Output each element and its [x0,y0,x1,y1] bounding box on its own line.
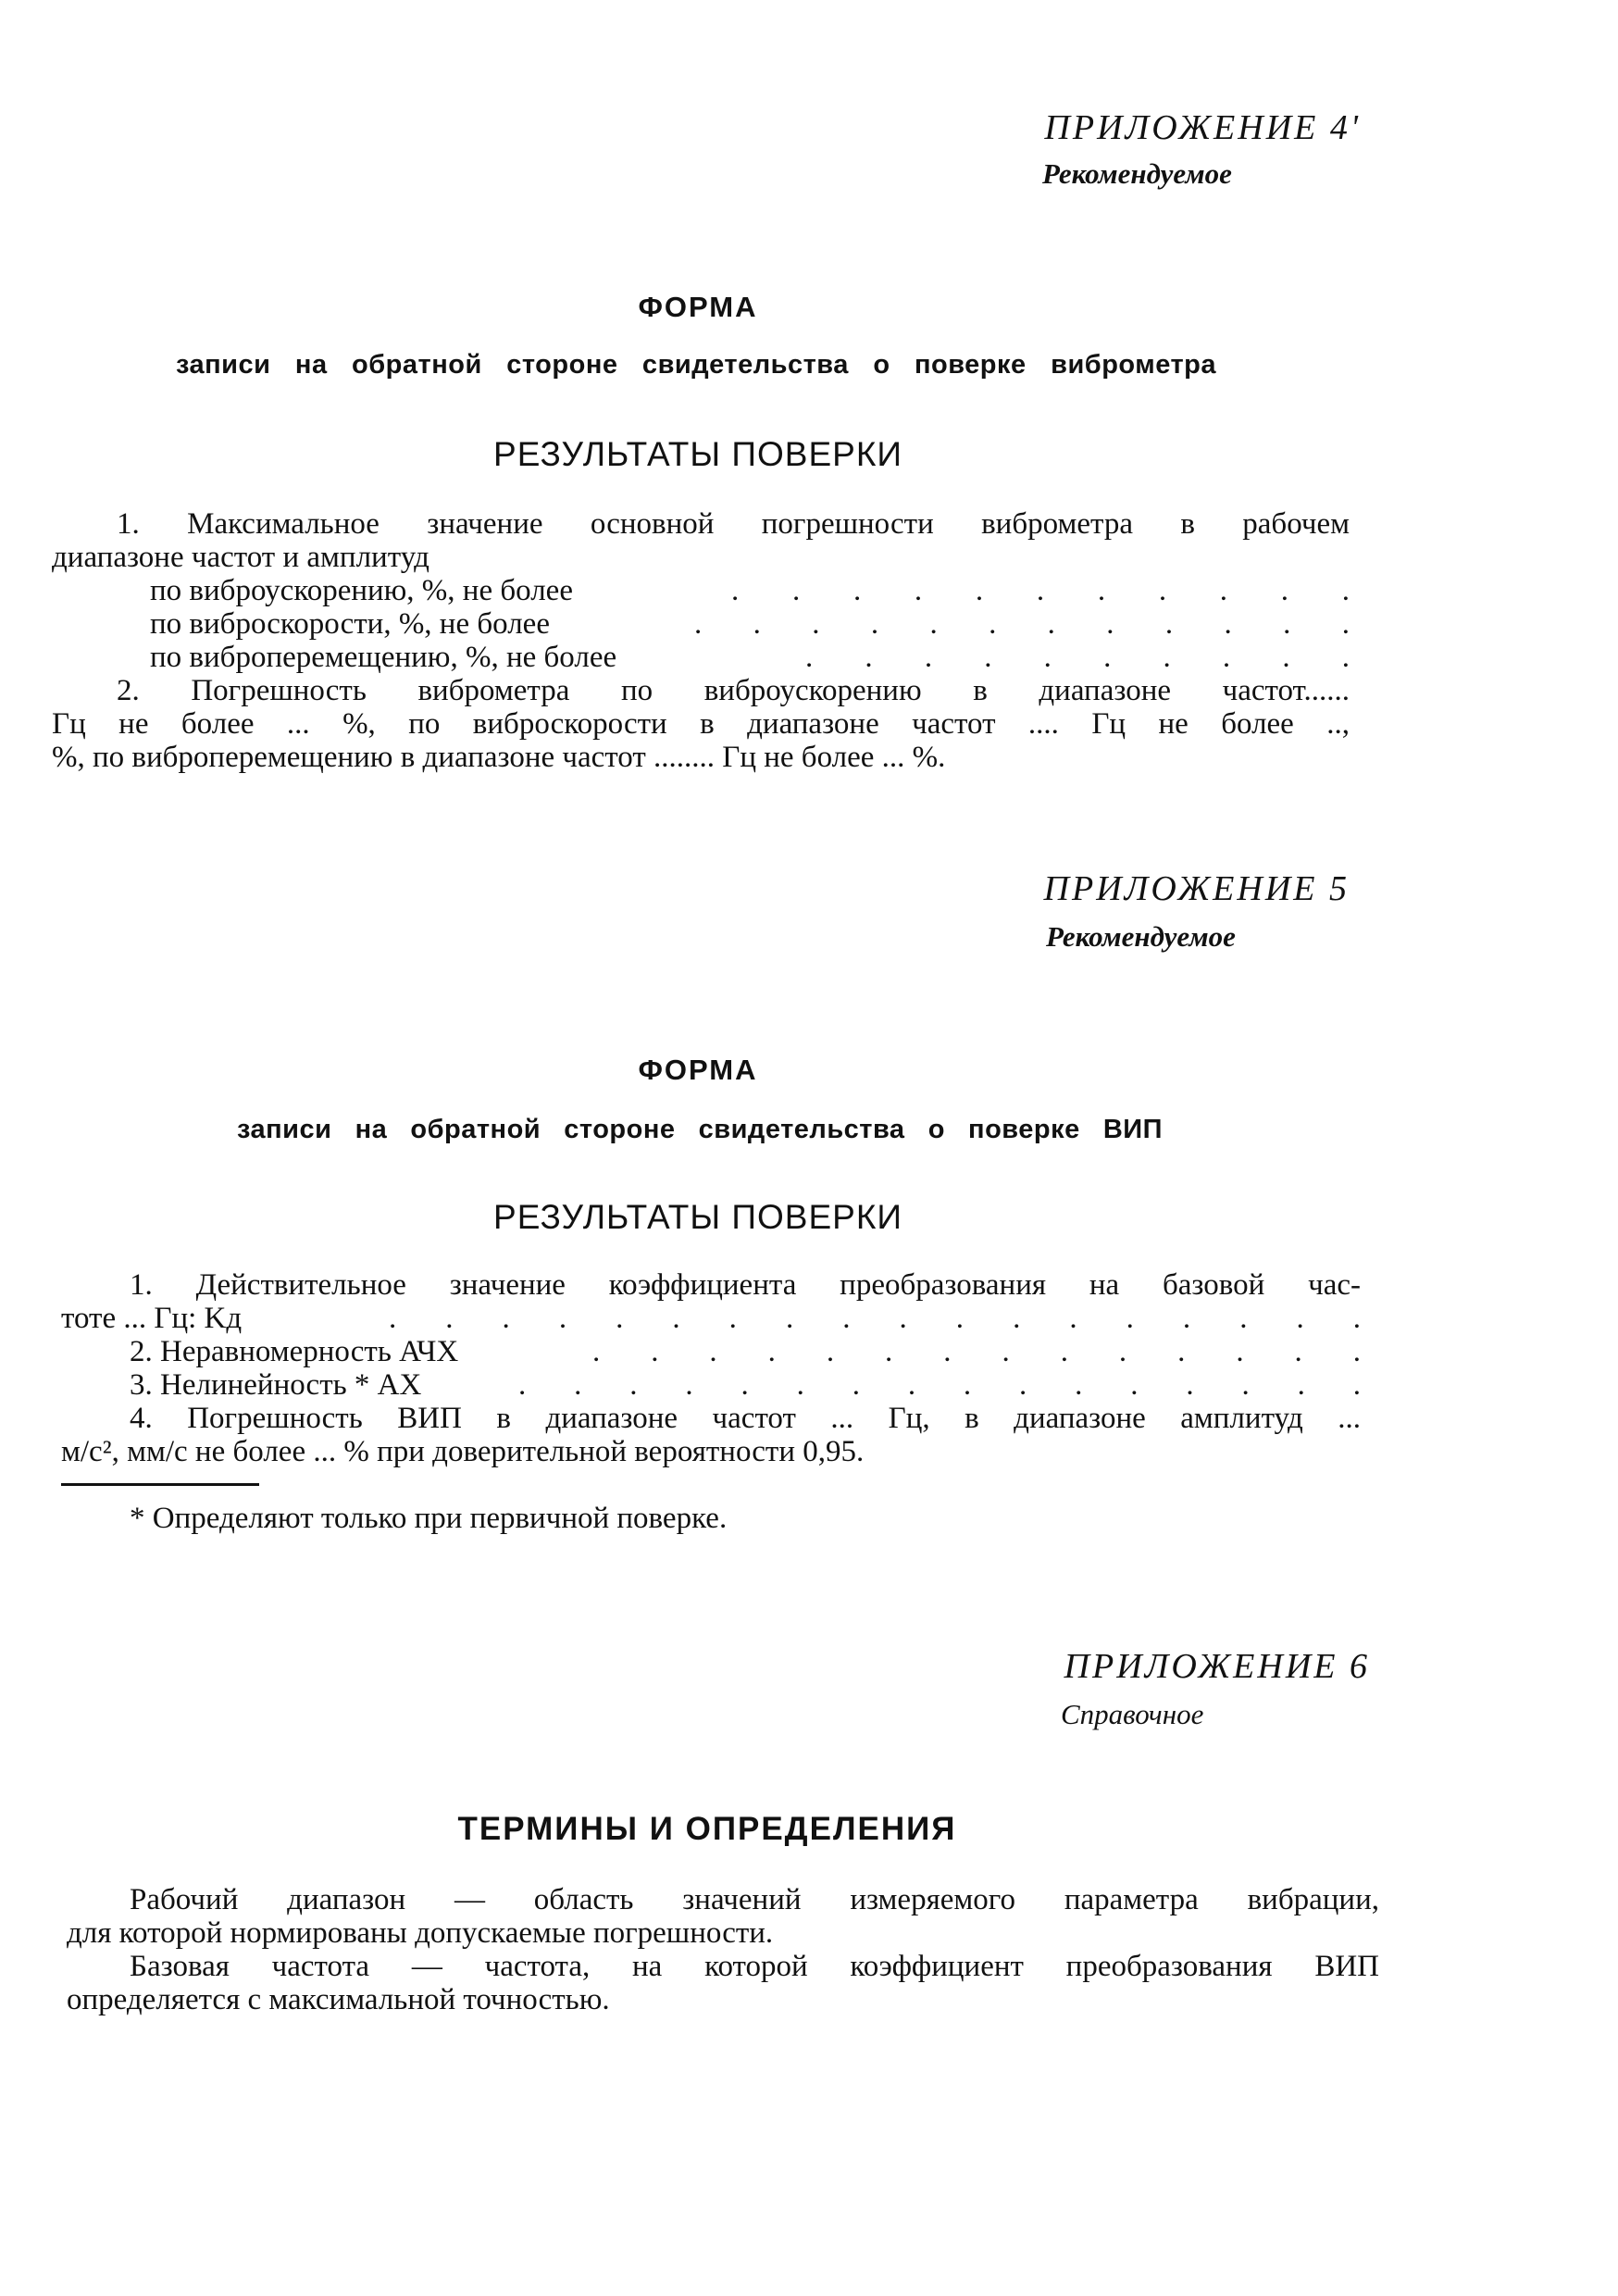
appendix-6-def-1-line-1: Рабочий диапазон — область значений измеряемого параметра вибрации, [130,1883,1379,1916]
appendix-5-footnote: * Определяют только при первичной поверке. [130,1502,728,1535]
appendix-5-item-4-line-1: 4. Погрешность ВИП в диапазоне частот ... Гц, в диапазоне амплитуд ... [130,1402,1361,1435]
appendix-5-results-title: РЕЗУЛЬТАТЫ ПОВЕРКИ [493,1198,902,1236]
appendix-5-item-1-line-2: тоте ... Гц: Kд [61,1302,243,1335]
footnote-divider [61,1483,259,1486]
appendix-5-note: Рекомендуемое [1046,920,1236,953]
appendix-5-form-title: ФОРМА [638,1054,758,1086]
appendix-4-sub-b-leader: . . . . . . . . . . . . [694,607,1350,641]
appendix-4-results-title: РЕЗУЛЬТАТЫ ПОВЕРКИ [493,435,902,473]
appendix-4-item-1-line-1: 1. Максимальное значение основной погрешности виброметра в рабочем [117,507,1350,541]
appendix-4-title: ПРИЛОЖЕНИЕ 4' [1044,108,1361,147]
appendix-5-form-subtitle: записи на обратной стороне свидетельства о поверке ВИП [237,1115,1163,1144]
appendix-5-item-2-leader: . . . . . . . . . . . . . . [592,1335,1361,1368]
appendix-5-item-3-leader: . . . . . . . . . . . . . . . . [518,1368,1361,1402]
appendix-5-item-2: 2. Неравномерность АЧХ [130,1335,459,1368]
appendix-4-note: Рекомендуемое [1042,157,1232,190]
appendix-6-title: ПРИЛОЖЕНИЕ 6 [1064,1647,1370,1686]
appendix-6-def-1-line-2: для которой нормированы допускаемые погрешности. [67,1916,774,1950]
appendix-6-def-2-line-1: Базовая частота — частота, на которой коэффициент преобразования ВИП [130,1950,1379,1983]
appendix-4-item-2-line-3: %, по виброперемещению в диапазоне частот ........ Гц не более ... %. [52,741,946,774]
appendix-4-sub-c-leader: . . . . . . . . . . [805,641,1350,674]
appendix-5-item-3: 3. Нелинейность * АХ [130,1368,422,1402]
appendix-4-form-title: ФОРМА [638,291,758,323]
appendix-4-sub-a-leader: . . . . . . . . . . . [731,574,1350,607]
appendix-4-sub-c: по виброперемещению, %, не более [150,641,617,674]
appendix-4-form-subtitle: записи на обратной стороне свидетельства о поверке виброметра [176,350,1216,380]
appendix-4-sub-a: по виброускорению, %, не более [150,574,573,607]
appendix-5-item-1-line-1: 1. Действительное значение коэффициента преобразования на базовой час- [130,1268,1361,1302]
appendix-6-def-2-line-2: определяется с максимальной точностью. [67,1983,610,2016]
appendix-4-item-2-line-2: Гц не более ... %, по виброскорости в диапазоне частот .... Гц не более .., [52,707,1350,741]
appendix-6-note: Справочное [1061,1698,1204,1730]
appendix-5-item-1-leader: . . . . . . . . . . . . . . . . . . [389,1302,1361,1335]
appendix-6-section-title: ТЕРМИНЫ И ОПРЕДЕЛЕНИЯ [457,1811,957,1847]
appendix-4-sub-b: по виброскорости, %, не более [150,607,550,641]
appendix-4-item-1-line-2: диапазоне частот и амплитуд [52,541,429,574]
appendix-4-item-2-line-1: 2. Погрешность виброметра по виброускорению в диапазоне частот...... [117,674,1350,707]
appendix-5-item-4-line-2: м/с², мм/с не более ... % при доверительной вероятности 0,95. [61,1435,865,1468]
appendix-5-title: ПРИЛОЖЕНИЕ 5 [1043,869,1350,908]
